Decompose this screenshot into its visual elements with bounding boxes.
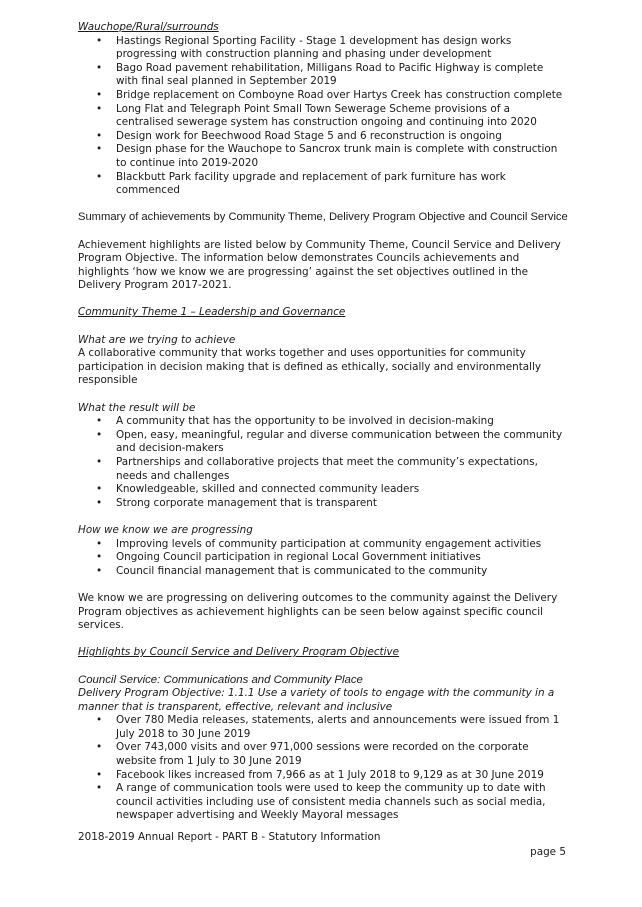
progress-label: How we know we are progressing	[78, 523, 253, 536]
progress-list	[78, 538, 568, 579]
council-service-title: Council Service: Communications and Community Place	[78, 673, 363, 686]
list-item: • Council financial management that is communicated to the community	[78, 565, 568, 579]
footer-report-title: 2018-2019 Annual Report - PART B - Statutory Information	[78, 831, 381, 843]
progress-text: We know we are progressing on delivering outcomes to the community against the Delivery Program objectives as achievement highlights can be seen below against specific council services.	[78, 591, 558, 632]
trying-label: What are we trying to achieve	[78, 333, 236, 346]
list-item: • Knowledgeable, skilled and connected community leaders	[78, 483, 568, 497]
highlights-heading: Highlights by Council Service and Delivery Program Objective	[78, 646, 400, 659]
trying-text: A collaborative community that works together and uses opportunities for community participation in decision making that is defined as ethically, socially and environmentally responsible	[78, 347, 542, 387]
list-item: • Design phase for the Wauchope to Sancrox trunk main is complete with construction to continue into 2019-2020	[78, 143, 568, 170]
list-item: • Bago Road pavement rehabilitation, Milligans Road to Pacific Highway is complete with final seal planned in September 2019	[78, 62, 568, 89]
theme1-heading: Community Theme 1 – Leadership and Governance	[78, 306, 346, 319]
page-number: page 5	[530, 846, 566, 858]
list-item: • Open, easy, meaningful, regular and diverse communication between the community and decision-makers	[78, 429, 568, 456]
wauchope-heading: Wauchope/Rural/surrounds	[78, 21, 219, 33]
list-item: • Bridge replacement on Comboyne Road over Hartys Creek has construction complete	[78, 89, 568, 103]
program-objective: Delivery Program Objective: 1.1.1 Use a variety of tools to engage with the community in a manner that is transparent, effective, relevant and inclusive	[78, 687, 555, 713]
result-list	[78, 415, 568, 510]
wauchope-list	[78, 35, 568, 198]
summary-intro: Achievement highlights are listed below by Community Theme, Council Service and Delivery Program Objective. The information below demonstrates Councils achievements and highlights ‘how we know we are progressing’ against the set objectives outlined in the Delivery Program 2017-2021.	[78, 238, 561, 292]
list-item: • A range of communication tools were used to keep the community up to date with council activities including use of consistent media channels such as social media, newspaper advertising and Weekly Mayoral messages	[78, 782, 568, 823]
list-item: • Over 780 Media releases, statements, alerts and announcements were issued from 1 July 2018 to 30 June 2019	[78, 714, 568, 741]
list-item: • Partnerships and collaborative projects that meet the community’s expectations, needs and challenges	[78, 456, 568, 483]
list-item: • Ongoing Council participation in regional Local Government initiatives	[78, 551, 568, 565]
list-item: • Long Flat and Telegraph Point Small Town Sewerage Scheme provisions of a centralised sewerage system has construction ongoing and continuing into 2020	[78, 103, 568, 130]
document-page	[78, 21, 568, 823]
summary-heading: Summary of achievements by Community Theme, Delivery Program Objective and Council Service	[78, 211, 568, 224]
list-item: • Facebook likes increased from 7,966 as at 1 July 2018 to 9,129 as at 30 June 2019	[78, 769, 568, 783]
highlights-list	[78, 714, 568, 823]
list-item: • Blackbutt Park facility upgrade and replacement of park furniture has work commenced	[78, 171, 568, 198]
list-item: • Over 743,000 visits and over 971,000 sessions were recorded on the corporate website from 1 July to 30 June 2019	[78, 741, 568, 768]
list-item: • Hastings Regional Sporting Facility - Stage 1 development has design works progressing with construction planning and phasing under development	[78, 35, 568, 62]
list-item: • Design work for Beechwood Road Stage 5 and 6 reconstruction is ongoing	[78, 130, 568, 144]
result-label: What the result will be	[78, 401, 196, 414]
list-item: • A community that has the opportunity to be involved in decision-making	[78, 415, 568, 429]
list-item: • Strong corporate management that is transparent	[78, 497, 568, 511]
list-item: • Improving levels of community participation at community engagement activities	[78, 538, 568, 552]
